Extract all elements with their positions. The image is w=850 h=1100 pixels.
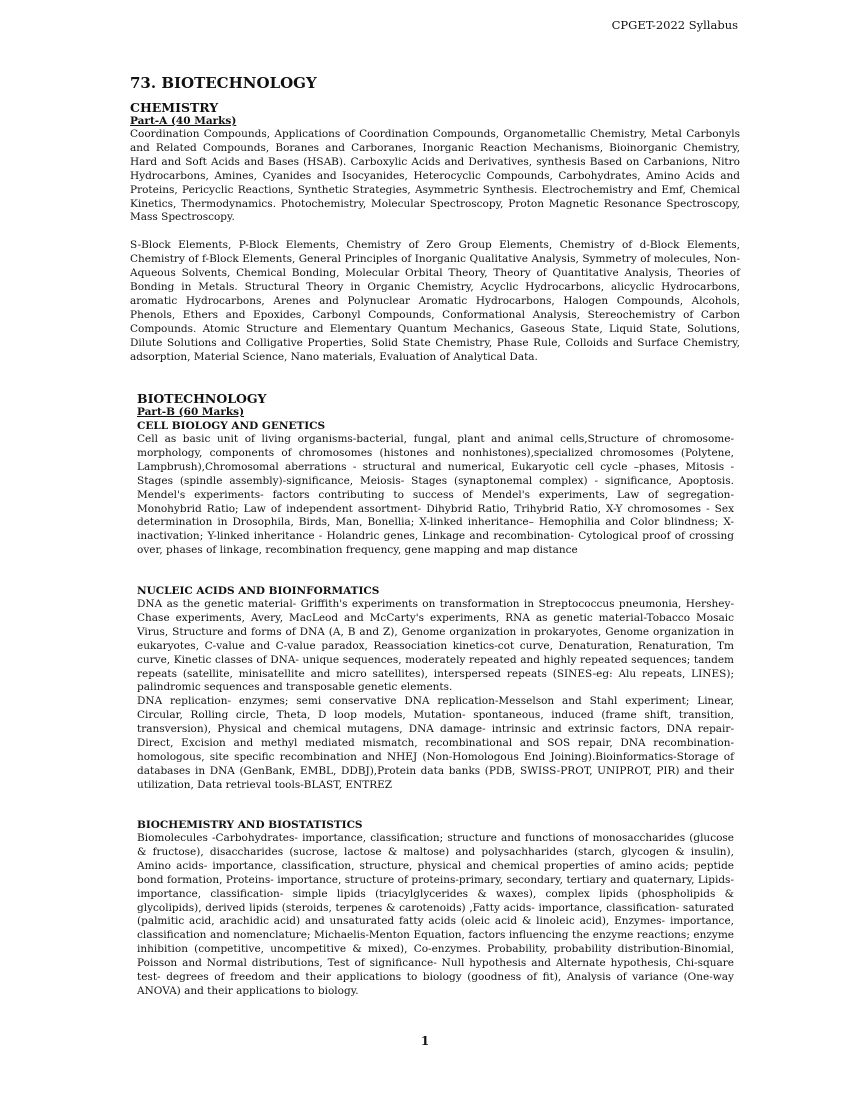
cell-biology-heading: CELL BIOLOGY AND GENETICS xyxy=(137,420,326,432)
biotechnology-heading: BIOTECHNOLOGY xyxy=(137,391,267,406)
biotechnology-section xyxy=(137,391,734,558)
chemistry-part-heading: Part-A (40 Marks) xyxy=(130,115,237,127)
biochemistry-section xyxy=(137,818,734,999)
nucleic-acids-heading: NUCLEIC ACIDS AND BIOINFORMATICS xyxy=(137,585,380,597)
biochemistry-heading: BIOCHEMISTRY AND BIOSTATISTICS xyxy=(137,819,363,831)
nucleic-acids-text-1: DNA as the genetic material- Griffith's experiments on transformation in Streptococcus pneumonia, Hershey-Chase experiments, Avery, MacLeod and McCarty's experiments, RNA as genetic material-Tobacco Mosaic Virus, Structure and forms of DNA (A, B and Z), Genome organization in prokaryotes, Genome organization in eukaryotes, C-value and C-value paradox, Reassociation kinetics-cot curve, Denaturation, Renaturation, Tm curve, Kinetic classes of DNA- unique sequences, moderately repeated and highly repeated sequences; tandem repeats (satellite, minisatellite and micro satellites), interspersed repeats (SINES-eg: Alu repeats, LINES); palindromic sequences and transposable genetic elements. xyxy=(137,598,734,694)
nucleic-acids-text-2: DNA replication- enzymes; semi conservative DNA replication-Messelson and Stahl experiment; Linear, Circular, Rolling circle, Theta, D loop models, Mutation- spontaneous, induced (frame shift, transition, transversion), Physical and chemical mutagens, DNA damage- intrinsic and extrinsic factors, DNA repair- Direct, Excision and methyl mediated mismatch, recombinational and SOS repair, DNA recombination- homologous, site specific recombination and NHEJ (Non-Homologous End Joining).Bioinformatics-Storage of databases in DNA (GenBank, EMBL, DDBJ),Protein data banks (PDB, SWISS-PROT, UNIPROT, PIR) and their utilization, Data retrieval tools-BLAST, ENTREZ xyxy=(137,695,734,791)
chemistry-paragraph-2: S-Block Elements, P-Block Elements, Chemistry of Zero Group Elements, Chemistry of d-Block Elements, Chemistry of f-Block Elements, General Principles of Inorganic Qualitative Analysis, Symmetry of molecules, Non-Aqueous Solvents, Chemical Bonding, Molecular Orbital Theory, Theory of Quantitative Analysis, Theories of Bonding in Metals. Structural Theory in Organic Chemistry, Acyclic Hydrocarbons, alicyclic Hydrocarbons, aromatic Hydrocarbons, Arenes and Polynuclear Aromatic Hydrocarbons, Halogen Compounds, Alcohols, Phenols, Ethers and Epoxides, Carbonyl Compounds, Conformational Analysis, Stereochemistry of Carbon Compounds. Atomic Structure and Elementary Quantum Mechanics, Gaseous State, Liquid State, Solutions, Dilute Solutions and Colligative Properties, Solid State Chemistry, Phase Rule, Colloids and Surface Chemistry, adsorption, Material Science, Nano materials, Evaluation of Analytical Data. xyxy=(130,239,740,363)
biotechnology-part-heading: Part-B (60 Marks) xyxy=(137,406,245,418)
running-header: CPGET-2022 Syllabus xyxy=(611,18,738,32)
nucleic-acids-section xyxy=(137,584,734,793)
cell-biology-text: Cell as basic unit of living organisms-bacterial, fungal, plant and animal cells,Structure of chromosome- morphology, components of chromosomes (histones and nonhistones),specialized chromosomes (Polytene, Lampbrush),Chromosomal aberrations - structural and numerical, Eukaryotic cell cycle –phases, Mitosis - Stages (spindle assembly)-significance, Meiosis- Stages (synaptonemal complex) - significance, Apoptosis. Mendel's experiments- factors contributing to success of Mendel's experiments, Law of segregation- Monohybrid Ratio; Law of independent assortment- Dihybrid Ratio, Trihybrid Ratio, X-Y chromosomes - Sex determination in Drosophila, Birds, Man, Bonellia; X-linked inheritance– Hemophilia and Color blindness; X-inactivation; Y-linked inheritance - Holandric genes, Linkage and recombination- Cytological proof of crossing over, phases of linkage, recombination frequency, gene mapping and map distance xyxy=(137,433,734,557)
biochemistry-text: Biomolecules -Carbohydrates- importance, classification; structure and functions of monosaccharides (glucose & fructose), disaccharides (sucrose, lactose & maltose) and polysachharides (starch, glycogen & insulin), Amino acids- importance, classification, structure, physical and chemical properties of amino acids; peptide bond formation, Proteins- importance, structure of proteins-primary, secondary, tertiary and quaternary, Lipids- importance, classification- simple lipids (triacylglycerides & waxes), complex lipids (phospholipids & glycolipids), derived lipids (steroids, terpenes & carotenoids) ,Fatty acids- importance, classification- saturated (palmitic acid, arachidic acid) and unsaturated fatty acids (oleic acid & linoleic acid), Enzymes- importance, classification and nomenclature; Michaelis-Menton Equation, factors influencing the enzyme reactions; enzyme inhibition (competitive, uncompetitive & mixed), Co-enzymes. Probability, probability distribution-Binomial, Poisson and Normal distributions, Test of significance- Null hypothesis and Alternate hypothesis, Chi-square test- degrees of freedom and their applications to biology (goodness of fit), Analysis of variance (One-way ANOVA) and their applications to biology. xyxy=(137,832,734,997)
document-title: 73. BIOTECHNOLOGY xyxy=(130,74,317,92)
page-number: 1 xyxy=(420,1034,430,1048)
chemistry-heading: CHEMISTRY xyxy=(130,100,219,115)
chemistry-section xyxy=(130,100,740,365)
chemistry-paragraph-1: Coordination Compounds, Applications of Coordination Compounds, Organometallic Chemistry, Metal Carbonyls and Related Compounds, Boranes and Carboranes, Inorganic Reaction Mechanisms, Bioinorganic Chemistry, Hard and Soft Acids and Bases (HSAB). Carboxylic Acids and Derivatives, synthesis Based on Carbanions, Nitro Hydrocarbons, Amines, Cyanides and Isocyanides, Heterocyclic Compounds, Carbohydrates, Amino Acids and Proteins, Pericyclic Reactions, Synthetic Strategies, Asymmetric Synthesis. Electrochemistry and Emf, Chemical Kinetics, Thermodynamics. Photochemistry, Molecular Spectroscopy, Proton Magnetic Resonance Spectroscopy, Mass Spectroscopy. xyxy=(130,128,740,224)
